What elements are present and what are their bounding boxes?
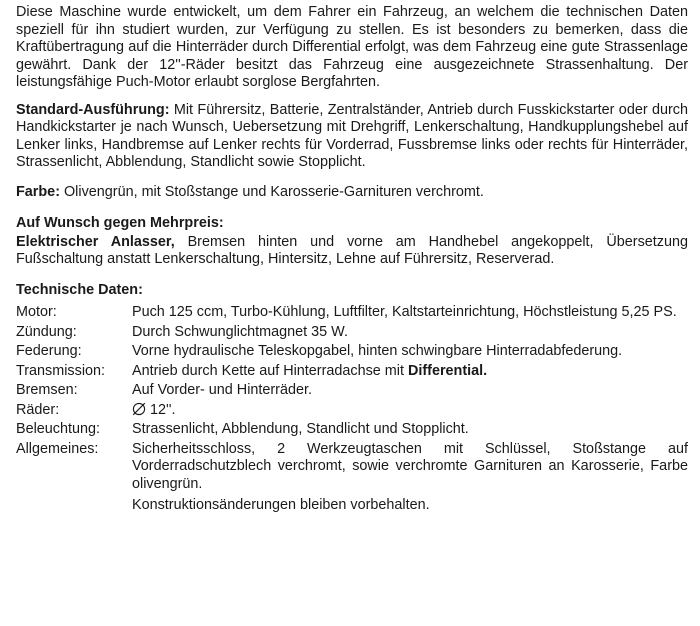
spec-value: Puch 125 ccm, Turbo-Kühlung, Luftfilter, Kaltstarteinrichtung, Höchstleistung 5,25 PS.	[132, 304, 677, 320]
spec-row-zuendung	[16, 324, 688, 344]
spec-row-bremsen	[16, 382, 688, 402]
allgemeines-text: Sicherheitsschloss, 2 Werkzeugtaschen mit Schlüssel, Stoßstange auf Vorderradschutzblech verchromt, sowie verchromte Garnituren an Karosserie, Farbe olivengrün.	[132, 440, 688, 492]
farbe-paragraph	[16, 184, 688, 202]
spec-key: Federung:	[16, 343, 82, 359]
construction-note: Konstruktionsänderungen bleiben vorbehalten.	[132, 497, 430, 513]
standard-label: Standard-Ausführung:	[16, 101, 170, 118]
transmission-bold: Differential.	[407, 362, 488, 379]
spec-key: Beleuchtung:	[16, 421, 101, 437]
spec-row-beleuchtung	[16, 421, 688, 441]
spec-value	[132, 363, 688, 383]
intro-paragraph: Diese Maschine wurde entwickelt, um dem Fahrer ein Fahrzeug, an welchem die technischen Daten speziell für ihn studiert wurden, zur Verfügung zu stellen. Es ist besonders zu bemerken, dass die Kraftübertragung auf die Hinterräder durch Differential erfolgt, was dem Fahrzeug eine gute Strassenlage gewährt. Dank der 12''-Räder besitzt das Fahrzeug eine ausgezeichnete Strassenhaltung. Der leistungsfähige Puch-Motor erlaubt sorglose Bergfahrten.	[16, 4, 688, 90]
wunsch-heading: Auf Wunsch gegen Mehrpreis:	[16, 215, 224, 231]
spec-value: Durch Schwunglichtmagnet 35 W.	[132, 323, 348, 340]
spec-key: Transmission:	[16, 362, 106, 379]
spec-row-motor	[16, 304, 688, 324]
spec-row-allgemeines	[16, 441, 688, 515]
spec-key: Allgemeines:	[16, 440, 99, 457]
spec-value: Vorne hydraulische Teleskopgabel, hinten schwingbare Hinterradabfederung.	[132, 343, 623, 359]
spec-value: Strassenlicht, Abblendung, Standlicht und Stopplicht.	[132, 421, 469, 437]
spec-row-transmission	[16, 363, 688, 383]
spec-value: Auf Vorder- und Hinterräder.	[132, 382, 312, 398]
spec-key: Bremsen:	[16, 382, 78, 398]
technical-data-table	[16, 304, 688, 515]
spec-row-raeder	[16, 402, 688, 422]
technical-data-heading: Technische Daten:	[16, 281, 143, 298]
farbe-text: Olivengrün, mit Stoßstange und Karosserie-Garnituren verchromt.	[59, 183, 484, 200]
spec-key: Zündung:	[16, 323, 77, 340]
transmission-text: Antrieb durch Kette auf Hinterradachse mit	[132, 362, 408, 379]
farbe-label: Farbe:	[16, 183, 60, 200]
wunsch-text: Bremsen hinten und vorne am Handhebel angekoppelt, Übersetzung Fußschaltung anstatt Lenkerschaltung, Hintersitz, Lehne auf Führersitz, Reserverad.	[16, 233, 688, 267]
spec-key: Räder:	[16, 401, 60, 418]
spec-row-federung	[16, 343, 688, 363]
standard-paragraph	[16, 102, 688, 172]
wunsch-paragraph	[16, 234, 688, 269]
spec-value	[132, 441, 688, 515]
standard-text: Mit Führersitz, Batterie, Zentralständer, Antrieb durch Fusskickstarter oder durch Handkickstarter je nach Wunsch, Uebersetzung mit Drehgriff, Lenkerschaltung, Handkupplungshebel auf Lenker links, Handbremse auf Lenker rechts für Vorderrad, Fussbremse links oder rechts für Hinterräder, Strassenlicht, Abblendung, Standlicht sowie Stopplicht.	[16, 101, 688, 170]
raeder-text: 12''.	[150, 401, 176, 418]
diameter-icon	[132, 402, 146, 416]
wunsch-label: Elektrischer Anlasser,	[16, 233, 175, 250]
spec-value	[132, 402, 688, 422]
spec-key: Motor:	[16, 304, 57, 320]
